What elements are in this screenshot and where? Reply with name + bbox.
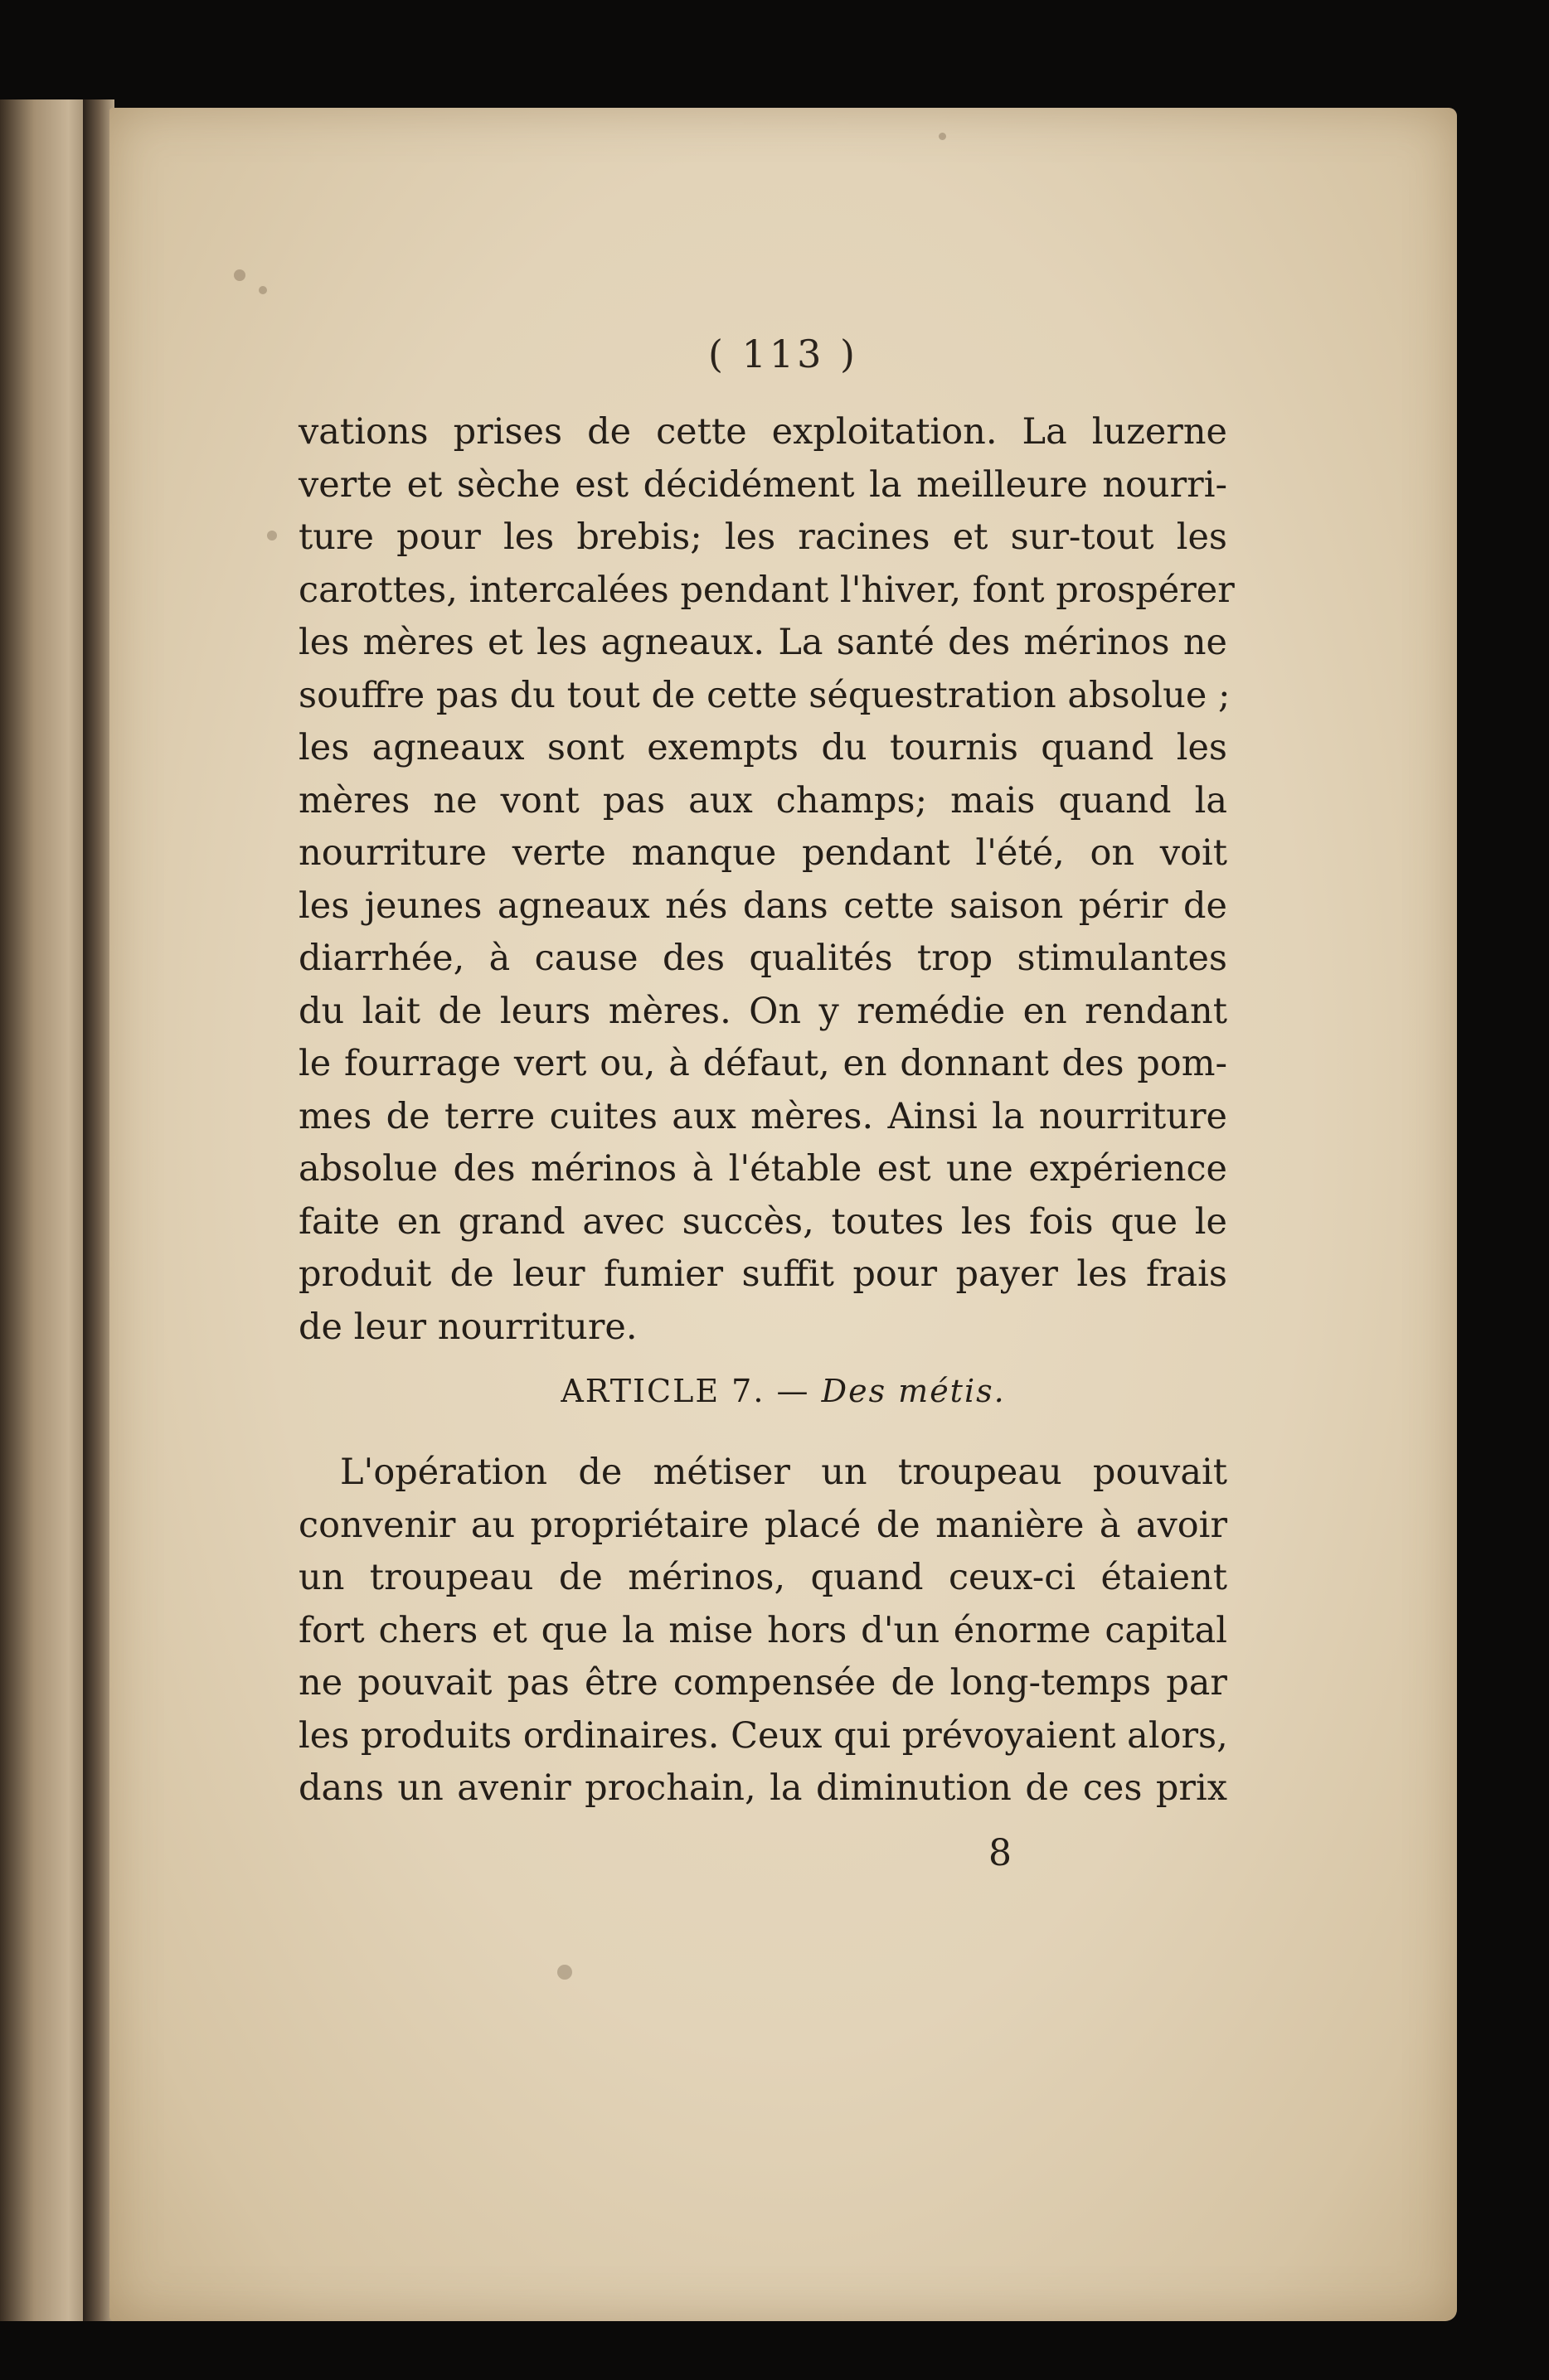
- ink-speck: [939, 133, 946, 140]
- paragraph-1: [299, 406, 1235, 1354]
- text-line: un troupeau de mérinos, quand ceux-ci étaient: [299, 1557, 1227, 1598]
- text-line: fort chers et que la mise hors d'un énorme capital: [299, 1609, 1227, 1651]
- text-line: les produits ordinaires. Ceux qui prévoyaient alors,: [299, 1714, 1228, 1757]
- text-line: faite en grand avec succès, toutes les fois que le: [299, 1200, 1227, 1243]
- text-line: vations prises de cette exploitation. La luzerne: [299, 411, 1227, 453]
- ink-speck: [234, 269, 245, 281]
- text-line: le fourrage vert ou, à défaut, en donnant des pom-: [299, 1043, 1227, 1084]
- text-line: souffre pas du tout de cette séquestration absolue ;: [299, 674, 1231, 716]
- text-line: nourriture verte manque pendant l'été, on voit: [299, 832, 1227, 874]
- text-line: du lait de leurs mères. On y remédie en rendant: [299, 990, 1227, 1032]
- text-line: ne pouvait pas être compensée de long-temps par: [299, 1662, 1227, 1704]
- text-line: absolue des mérinos à l'étable est une expérience: [299, 1148, 1227, 1190]
- text-line: les agneaux sont exempts du tournis quand les: [299, 727, 1227, 768]
- text-line: verte et sèche est décidément la meilleure nourri-: [299, 463, 1227, 506]
- text-line: les mères et les agneaux. La santé des mérinos ne: [299, 622, 1227, 663]
- text-line: de leur nourriture.: [299, 1306, 638, 1348]
- page-number: ( 113 ): [708, 332, 858, 376]
- text-line: produit de leur fumier suffit pour payer les frais: [299, 1253, 1227, 1295]
- text-line: ture pour les brebis; les racines et sur-tout les: [299, 516, 1227, 558]
- article-heading: [109, 1373, 1457, 1409]
- text-line: mères ne vont pas aux champs; mais quand la: [299, 779, 1227, 822]
- paragraph-2: [299, 1447, 1227, 1815]
- text-line: diarrhée, à cause des qualités trop stimulantes: [299, 938, 1227, 979]
- text-line: L'opération de métiser un troupeau pouvait: [340, 1452, 1227, 1493]
- text-line: carottes, intercalées pendant l'hiver, font prospérer: [299, 569, 1235, 611]
- text-line: les jeunes agneaux nés dans cette saison périr de: [299, 885, 1227, 927]
- book-page: [109, 108, 1457, 2321]
- text-line: dans un avenir prochain, la diminution de ces prix: [299, 1767, 1227, 1809]
- ink-speck: [557, 1965, 572, 1980]
- ink-speck: [267, 531, 277, 540]
- ink-speck: [259, 286, 267, 294]
- text-line: mes de terre cuites aux mères. Ainsi la nourriture: [299, 1095, 1227, 1137]
- article-title: Des métis.: [821, 1373, 1006, 1409]
- text-line: convenir au propriétaire placé de manière à avoir: [299, 1504, 1227, 1546]
- signature-mark: 8: [988, 1832, 1012, 1874]
- article-label: ARTICLE 7. —: [561, 1373, 810, 1409]
